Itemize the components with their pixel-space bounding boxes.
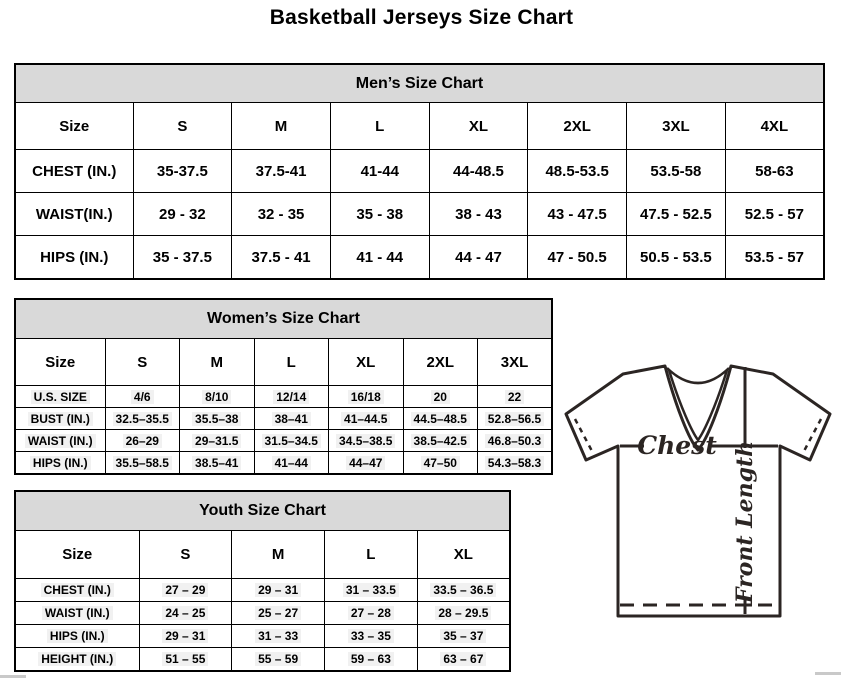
column-header: S [139,531,232,579]
size-cell: 12/14 [254,386,329,408]
table-row [15,602,510,625]
column-header: M [232,103,331,150]
table-row [15,236,824,280]
column-header: Size [15,531,139,579]
size-cell: 35.5–58.5 [105,452,180,475]
size-cell: 46.8–50.3 [478,430,553,452]
column-header: L [330,103,429,150]
mens-size-chart-table [14,63,825,280]
size-cell: 16/18 [329,386,404,408]
size-cell: 35 – 37 [417,625,510,648]
column-header: M [180,339,255,386]
right-sleeve-stitch-line [803,419,821,453]
row-label: HIPS (IN.) [15,452,105,475]
column-header: 3XL [627,103,726,150]
column-header-row [15,103,824,150]
size-cell: 26–29 [105,430,180,452]
size-cell: 43 - 47.5 [528,193,627,236]
column-header: 2XL [528,103,627,150]
column-header: 2XL [403,339,478,386]
table-row [15,408,552,430]
size-cell: 4/6 [105,386,180,408]
size-cell: 35 - 38 [330,193,429,236]
row-label: CHEST (IN.) [15,579,139,602]
column-header: S [133,103,232,150]
row-label: HEIGHT (IN.) [15,648,139,672]
table-row [15,386,552,408]
row-label: BUST (IN.) [15,408,105,430]
table-row [15,452,552,475]
column-header: 3XL [478,339,553,386]
column-header: XL [329,339,404,386]
size-cell: 34.5–38.5 [329,430,404,452]
table-title-row [15,299,552,339]
row-label: HIPS (IN.) [15,236,133,280]
size-cell: 41–44 [254,452,329,475]
size-cell: 38–41 [254,408,329,430]
size-cell: 33.5 – 36.5 [417,579,510,602]
size-cell: 31.5–34.5 [254,430,329,452]
column-header: L [325,531,418,579]
size-cell: 41–44.5 [329,408,404,430]
size-cell: 35.5–38 [180,408,255,430]
size-cell: 37.5-41 [232,150,331,193]
size-cell: 54.3–58.3 [478,452,553,475]
column-header: XL [429,103,528,150]
size-cell: 31 – 33 [232,625,325,648]
column-header: Size [15,339,105,386]
chest-label: Chest [637,431,717,460]
youth-size-chart-table [14,490,511,672]
column-header-row [15,339,552,386]
size-cell: 32.5–35.5 [105,408,180,430]
table-row [15,625,510,648]
front-length-label: Front Length [732,440,758,604]
screen-edge-artifact [815,672,841,675]
table-row [15,648,510,672]
size-cell: 53.5-58 [627,150,726,193]
page-title: Basketball Jerseys Size Chart [269,6,574,29]
size-cell: 29 - 32 [133,193,232,236]
size-cell: 59 – 63 [325,648,418,672]
row-label: U.S. SIZE [15,386,105,408]
size-cell: 44.5–48.5 [403,408,478,430]
size-cell: 52.5 - 57 [725,193,824,236]
column-header: Size [15,103,133,150]
column-header: 4XL [725,103,824,150]
size-cell: 38.5–41 [180,452,255,475]
screen-edge-artifact [0,675,26,678]
row-label: HIPS (IN.) [15,625,139,648]
table-title: Youth Size Chart [15,491,510,531]
table-title-row [15,491,510,531]
table-row [15,150,824,193]
size-cell: 41 - 44 [330,236,429,280]
column-header: M [232,531,325,579]
size-cell: 52.8–56.5 [478,408,553,430]
size-cell: 29 – 31 [232,579,325,602]
size-cell: 27 – 29 [139,579,232,602]
size-cell: 33 – 35 [325,625,418,648]
table-title: Women’s Size Chart [15,299,552,339]
column-header: L [254,339,329,386]
size-cell: 24 – 25 [139,602,232,625]
size-cell: 35 - 37.5 [133,236,232,280]
size-cell: 47.5 - 52.5 [627,193,726,236]
size-cell: 55 – 59 [232,648,325,672]
size-cell: 47–50 [403,452,478,475]
size-cell: 29–31.5 [180,430,255,452]
table-row [15,579,510,602]
size-cell: 29 – 31 [139,625,232,648]
size-cell: 58-63 [725,150,824,193]
table-row [15,193,824,236]
row-label: WAIST (IN.) [15,602,139,625]
size-cell: 28 – 29.5 [417,602,510,625]
jersey-measurement-diagram [556,352,840,628]
size-cell: 44 - 47 [429,236,528,280]
size-cell: 53.5 - 57 [725,236,824,280]
size-cell: 44-48.5 [429,150,528,193]
size-cell: 63 – 67 [417,648,510,672]
table-title: Men’s Size Chart [15,64,824,103]
size-cell: 35-37.5 [133,150,232,193]
jersey-outline-shape [566,366,830,616]
size-cell: 48.5-53.5 [528,150,627,193]
column-header: S [105,339,180,386]
column-header-row [15,531,510,579]
size-cell: 8/10 [180,386,255,408]
table-row [15,430,552,452]
table-title-row [15,64,824,103]
size-cell: 47 - 50.5 [528,236,627,280]
womens-size-chart-table [14,298,553,475]
size-cell: 37.5 - 41 [232,236,331,280]
collar-ribbing-arc-1 [667,368,729,383]
size-cell: 32 - 35 [232,193,331,236]
left-sleeve-stitch-line [575,419,593,453]
column-header: XL [417,531,510,579]
size-cell: 38.5–42.5 [403,430,478,452]
size-cell: 25 – 27 [232,602,325,625]
row-label: WAIST (IN.) [15,430,105,452]
size-cell: 41-44 [330,150,429,193]
size-cell: 51 – 55 [139,648,232,672]
size-cell: 50.5 - 53.5 [627,236,726,280]
size-cell: 22 [478,386,553,408]
row-label: CHEST (IN.) [15,150,133,193]
size-cell: 38 - 43 [429,193,528,236]
size-cell: 20 [403,386,478,408]
size-cell: 27 – 28 [325,602,418,625]
row-label: WAIST(IN.) [15,193,133,236]
size-cell: 44–47 [329,452,404,475]
size-cell: 31 – 33.5 [325,579,418,602]
